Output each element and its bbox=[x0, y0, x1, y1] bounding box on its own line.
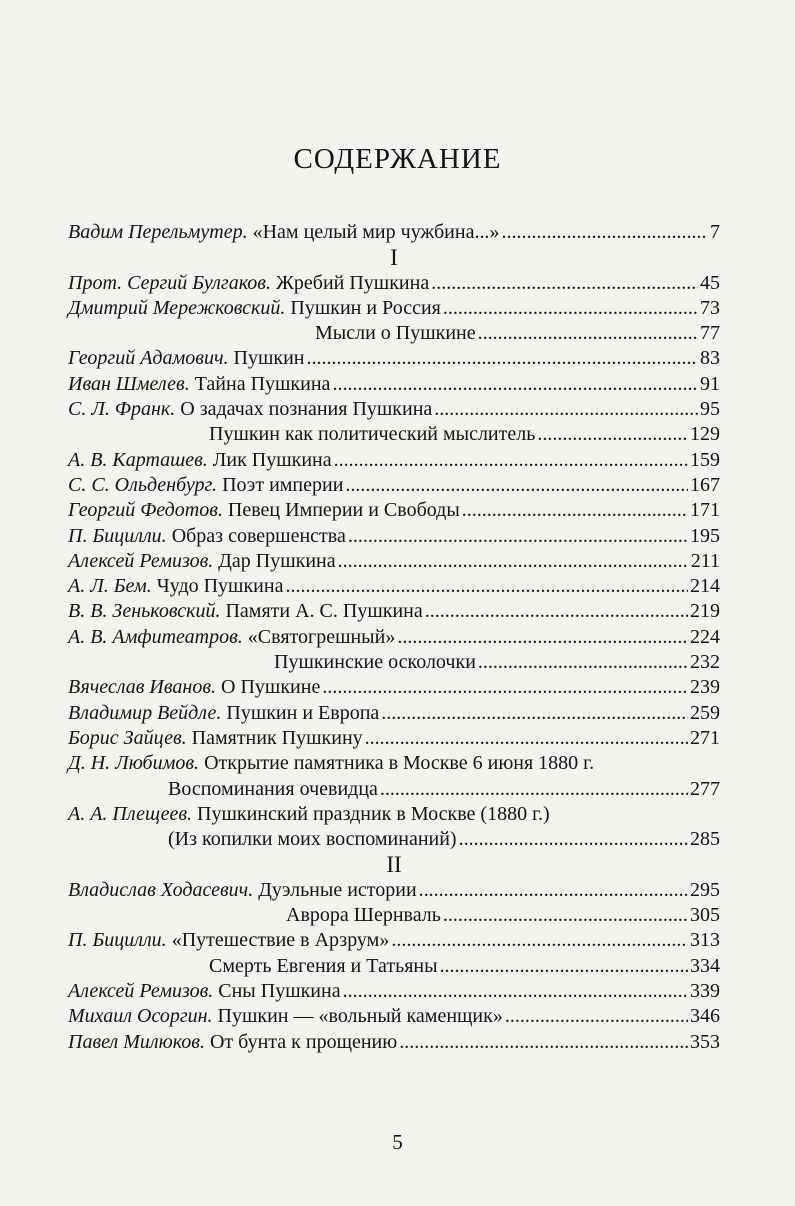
entry-page-number: 211 bbox=[690, 549, 720, 572]
entry-title: От бунта к прощению bbox=[209, 1030, 398, 1053]
entry-title: «Путешествие в Арзрум» bbox=[171, 929, 390, 952]
entry-title: Открытие памятника в Москве 6 июня 1880 г. bbox=[204, 752, 595, 775]
toc-entry[interactable] bbox=[68, 599, 720, 624]
entry-title: Пушкинский праздник в Москве (1880 г.) bbox=[197, 802, 550, 825]
toc-entry[interactable] bbox=[68, 827, 720, 852]
entry-title: Пушкин как политический мыслитель bbox=[209, 423, 536, 446]
dot-leader bbox=[443, 296, 698, 321]
entry-page-number: 129 bbox=[690, 423, 720, 446]
entry-author: С. С. Ольденбург. bbox=[68, 473, 218, 496]
section-heading: I bbox=[390, 245, 398, 271]
entry-title: Мысли о Пушкине bbox=[315, 322, 476, 345]
dot-leader bbox=[334, 448, 688, 473]
entry-page-number: 159 bbox=[690, 448, 720, 471]
dot-leader bbox=[425, 599, 688, 624]
entry-author: Георгий Адамович. bbox=[68, 347, 229, 370]
toc-entry[interactable] bbox=[68, 549, 720, 574]
entry-page-number: 77 bbox=[700, 322, 720, 345]
entry-author: Д. Н. Любимов. bbox=[68, 752, 200, 775]
entry-page-number: 339 bbox=[690, 979, 720, 1002]
toc-entry[interactable] bbox=[68, 271, 720, 296]
entry-page-number: 259 bbox=[690, 701, 720, 724]
toc-entry[interactable] bbox=[68, 321, 720, 346]
entry-author: А. В. Амфитеатров. bbox=[68, 625, 243, 648]
toc-entry[interactable] bbox=[68, 473, 720, 498]
entry-author: Алексей Ремизов. bbox=[68, 549, 214, 572]
dot-leader bbox=[332, 372, 698, 397]
dot-leader bbox=[343, 979, 688, 1004]
entry-page-number: 353 bbox=[690, 1030, 720, 1053]
entry-author: Михаил Осоргин. bbox=[68, 1005, 213, 1028]
entry-page-number: 219 bbox=[690, 600, 720, 623]
entry-author: А. Л. Бем. bbox=[68, 575, 152, 598]
entry-page-number: 295 bbox=[690, 878, 720, 901]
entry-author: Вадим Перельмутер. bbox=[68, 221, 248, 243]
toc-entry[interactable] bbox=[68, 625, 720, 650]
toc-entry[interactable] bbox=[68, 372, 720, 397]
entry-title: Чудо Пушкина bbox=[156, 575, 284, 598]
toc-entry[interactable] bbox=[68, 1004, 720, 1029]
dot-leader bbox=[419, 878, 688, 903]
entry-title: «Нам целый мир чужбина...» bbox=[252, 221, 500, 243]
dot-leader bbox=[505, 1004, 688, 1029]
entry-title: «Святогрешный» bbox=[247, 625, 396, 648]
entry-page-number: 277 bbox=[690, 777, 720, 800]
dot-leader bbox=[399, 1030, 688, 1055]
toc-entry[interactable] bbox=[68, 751, 720, 776]
dot-leader bbox=[380, 777, 688, 802]
dot-leader bbox=[307, 346, 699, 371]
entry-author: Дмитрий Мережковский. bbox=[68, 296, 286, 319]
entry-title: Дар Пушкина bbox=[218, 549, 336, 572]
entry-author: Алексей Ремизов. bbox=[68, 979, 214, 1002]
entry-title: О задачах познания Пушкина bbox=[180, 398, 433, 421]
page-number: 5 bbox=[392, 1130, 403, 1154]
toc-entry[interactable] bbox=[68, 422, 720, 447]
entry-author: Борис Зайцев. bbox=[68, 726, 187, 749]
entry-title: Лик Пушкина bbox=[212, 448, 332, 471]
entry-author: А. А. Плещеев. bbox=[68, 802, 193, 825]
dot-leader bbox=[434, 397, 698, 422]
entry-page-number: 73 bbox=[700, 296, 720, 319]
entry-title: Поэт империи bbox=[222, 473, 344, 496]
entry-page-number: 91 bbox=[700, 372, 720, 395]
entry-title: Тайна Пушкина bbox=[194, 372, 331, 395]
toc-entry[interactable] bbox=[68, 701, 720, 726]
entry-page-number: 45 bbox=[700, 271, 720, 294]
toc-entry[interactable] bbox=[68, 1030, 720, 1055]
entry-author: Владислав Ходасевич. bbox=[68, 878, 254, 901]
toc-entry[interactable] bbox=[68, 524, 720, 549]
dot-leader bbox=[478, 650, 688, 675]
entry-page-number: 195 bbox=[690, 524, 720, 547]
dot-leader bbox=[462, 498, 688, 523]
entry-title: Образ совершенства bbox=[171, 524, 346, 547]
entry-author: Владимир Вейдле. bbox=[68, 701, 222, 724]
dot-leader bbox=[381, 701, 688, 726]
dot-leader bbox=[397, 625, 688, 650]
toc-entry[interactable] bbox=[68, 346, 720, 371]
toc-entry[interactable] bbox=[68, 650, 720, 675]
entry-title: Сны Пушкина bbox=[218, 979, 341, 1002]
entry-title: Пушкин bbox=[233, 347, 305, 370]
dot-leader bbox=[365, 726, 688, 751]
dot-leader bbox=[440, 954, 688, 979]
toc-entry[interactable] bbox=[68, 448, 720, 473]
dot-leader bbox=[501, 220, 708, 245]
entry-title: Певец Империи и Свободы bbox=[227, 499, 460, 522]
entry-author: А. В. Карташев. bbox=[68, 448, 208, 471]
entry-author: С. Л. Франк. bbox=[68, 398, 176, 421]
section-heading: II bbox=[386, 852, 402, 878]
entry-title: Смерть Евгения и Татьяны bbox=[209, 954, 438, 977]
entry-page-number: 305 bbox=[690, 904, 720, 927]
entry-author: В. В. Зеньковский. bbox=[68, 600, 221, 623]
toc-entry[interactable] bbox=[68, 777, 720, 802]
dot-leader bbox=[478, 321, 698, 346]
entry-title: Пушкин и Европа bbox=[226, 701, 380, 724]
toc-entry[interactable] bbox=[68, 979, 720, 1004]
dot-leader bbox=[537, 422, 688, 447]
dot-leader bbox=[431, 271, 698, 296]
entry-page-number: 334 bbox=[690, 954, 720, 977]
toc-entry[interactable] bbox=[68, 903, 720, 928]
entry-page-number: 214 bbox=[690, 575, 720, 598]
dot-leader bbox=[459, 827, 688, 852]
dot-leader bbox=[443, 903, 688, 928]
dot-leader bbox=[338, 549, 689, 574]
toc-entry[interactable] bbox=[68, 498, 720, 523]
entry-page-number: 239 bbox=[690, 676, 720, 699]
entry-title: Памяти А. С. Пушкина bbox=[225, 600, 423, 623]
toc-entry[interactable] bbox=[68, 726, 720, 751]
toc-entry[interactable] bbox=[68, 220, 720, 245]
entry-author: Вячеслав Иванов. bbox=[68, 676, 217, 699]
dot-leader bbox=[285, 574, 688, 599]
dot-leader bbox=[348, 524, 688, 549]
entry-title: Пушкинские осколочки bbox=[274, 651, 476, 674]
entry-page-number: 167 bbox=[690, 473, 720, 496]
entry-author: П. Бицилли. bbox=[68, 929, 167, 952]
entry-page-number: 285 bbox=[690, 828, 720, 851]
entry-author: П. Бицилли. bbox=[68, 524, 167, 547]
entry-title: Дуэльные истории bbox=[258, 878, 417, 901]
toc-entry[interactable] bbox=[68, 954, 720, 979]
entry-page-number: 224 bbox=[690, 625, 720, 648]
entry-page-number: 232 bbox=[690, 651, 720, 674]
dot-leader bbox=[391, 928, 688, 953]
entry-author: Иван Шмелев. bbox=[68, 372, 190, 395]
toc-entry[interactable] bbox=[68, 878, 720, 903]
dot-leader bbox=[322, 675, 688, 700]
entry-author: Павел Милюков. bbox=[68, 1030, 205, 1053]
entry-title: Жребий Пушкина bbox=[275, 271, 430, 294]
entry-page-number: 95 bbox=[700, 398, 720, 421]
entry-title: Пушкин и Россия bbox=[290, 296, 441, 319]
toc-entry[interactable] bbox=[68, 574, 720, 599]
entry-title: Воспоминания очевидца bbox=[168, 777, 378, 800]
entry-title: Аврора Шернваль bbox=[286, 904, 441, 927]
entry-page-number: 313 bbox=[690, 929, 720, 952]
entry-page-number: 171 bbox=[690, 499, 720, 522]
toc-entry[interactable] bbox=[68, 928, 720, 953]
toc-entry[interactable] bbox=[68, 802, 720, 827]
entry-page-number: 271 bbox=[690, 726, 720, 749]
entry-page-number: 7 bbox=[710, 221, 720, 243]
toc-entry[interactable] bbox=[68, 296, 720, 321]
entry-title: Пушкин — «вольный каменщик» bbox=[217, 1005, 503, 1028]
dot-leader bbox=[345, 473, 688, 498]
entry-author: Прот. Сергий Булгаков. bbox=[68, 271, 271, 294]
entry-title: (Из копилки моих воспоминаний) bbox=[168, 828, 457, 851]
page-title: СОДЕРЖАНИЕ bbox=[293, 143, 502, 175]
toc-entry[interactable] bbox=[68, 397, 720, 422]
entry-page-number: 346 bbox=[690, 1005, 720, 1028]
entry-author: Георгий Федотов. bbox=[68, 499, 223, 522]
toc-entry[interactable] bbox=[68, 675, 720, 700]
entry-title: О Пушкине bbox=[221, 676, 321, 699]
table-of-contents bbox=[68, 220, 720, 1055]
entry-page-number: 83 bbox=[700, 347, 720, 370]
entry-title: Памятник Пушкину bbox=[191, 726, 363, 749]
